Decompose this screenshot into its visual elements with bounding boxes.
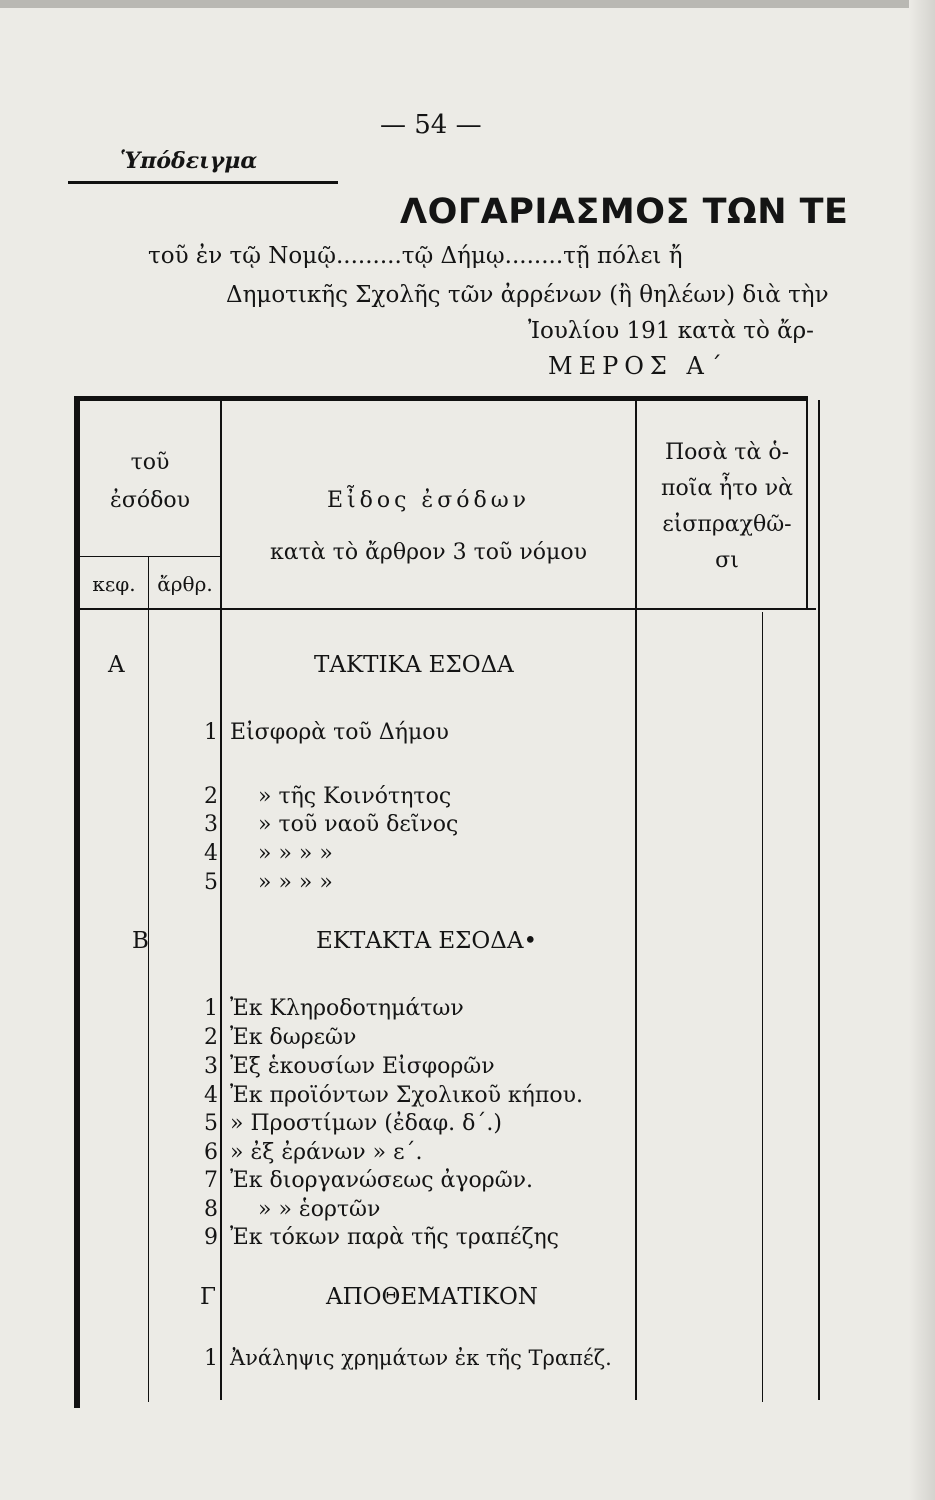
table-row-number: 6 [204, 1140, 218, 1165]
header-line-1: τοῦ ἐν τῷ Νομῷ.........τῷ Δήμῳ........τῇ πόλει ἤ [148, 243, 683, 269]
table-top-rule [78, 396, 808, 401]
table-row-text: Ἐκ δωρεῶν [230, 1025, 357, 1050]
table-row-text: » ἐξ ἐράνων » ε΄. [230, 1140, 423, 1165]
header-col2-line2: κατὰ τὸ ἄρθρον 3 τοῦ νόμου [270, 540, 587, 565]
header-bottom-rule [80, 608, 816, 610]
table-row-number: 2 [204, 784, 218, 809]
header-col3-line3: εἰσπραχθῶ- [662, 512, 792, 537]
header-split-rule [80, 556, 220, 557]
header-line-3: Ἰουλίου 191 κατὰ τὸ ἄρ- [528, 318, 814, 344]
page-number: — 54 — [380, 110, 482, 140]
table-row-number: 1 [204, 1346, 218, 1371]
table-row-text: Ἐκ Κληροδοτημάτων [230, 996, 464, 1021]
document-title: ΛΟΓΑΡΙΑΣΜΟΣ ΤΩΝ ΤΕ [400, 192, 849, 232]
page-right-edge [909, 0, 935, 1500]
page-top-edge [0, 0, 935, 8]
table-row-number: 8 [204, 1197, 218, 1222]
table-row-text: Ἀνάληψις χρημάτων ἐκ τῆς Τραπέζ. [230, 1346, 612, 1370]
header-col2-line1: Εἶδος ἐσόδων [326, 488, 531, 513]
example-underline [68, 181, 338, 184]
table-row-text: Ἐξ ἑκουσίων Εἰσφορῶν [230, 1054, 495, 1079]
table-row-number: 3 [204, 1054, 218, 1079]
header-col1-line2: ἐσόδου [110, 488, 190, 513]
table-row-number: 3 [204, 812, 218, 837]
header-col3-line1: Ποσὰ τὰ ὁ- [665, 440, 789, 465]
header-col3-line4: σι [715, 548, 739, 573]
table-row-text: Ἐκ τόκων παρὰ τῆς τραπέζης [230, 1225, 559, 1250]
column-divider-kef [148, 612, 149, 1402]
header-arthr: ἄρθρ. [157, 572, 213, 596]
section-c-letter: Γ [200, 1284, 216, 1310]
example-label: Ὑπόδειγμα [120, 148, 258, 174]
table-row-text: » » » » [258, 841, 333, 866]
table-row-number: 7 [204, 1168, 218, 1193]
table-row-text: » » » » [258, 870, 333, 895]
table-row-text: » Προστίμων (ἐδαφ. δ΄.) [230, 1111, 502, 1136]
header-kef: κεφ. [92, 572, 136, 596]
header-col3-line2: ποῖα ἦτο νὰ [661, 476, 793, 501]
table-row-text: » τῆς Κοινότητος [258, 784, 452, 809]
table-row-number: 5 [204, 870, 218, 895]
header-line-2: Δημοτικῆς Σχολῆς τῶν ἀρρένων (ἢ θηλέων) διὰ τὴν [226, 282, 829, 308]
table-row-text: Εἰσφορὰ τοῦ Δήμου [230, 720, 449, 745]
header-kef-divider [148, 556, 149, 612]
section-c-title: ΑΠΟΘΕΜΑΤΙΚΟΝ [326, 1284, 538, 1310]
table-row-number: 1 [204, 996, 218, 1021]
table-row-number: 1 [204, 720, 218, 745]
table-left-rule [74, 396, 80, 1408]
header-col1-line1: τοῦ [130, 450, 170, 475]
table-right-rule [806, 396, 808, 610]
table-outer-right-rule [818, 400, 820, 1400]
table-row-number: 9 [204, 1225, 218, 1250]
table-row-number: 2 [204, 1025, 218, 1050]
table-row-number: 4 [204, 1083, 218, 1108]
table-row-text: Ἐκ προϊόντων Σχολικοῦ κήπου. [230, 1083, 583, 1108]
section-b-letter: Β [132, 928, 149, 954]
column-divider-amount [762, 612, 763, 1402]
section-b-title: ΕΚΤΑΚΤΑ ΕΣΟΔΑ• [316, 928, 538, 954]
table-row-text: » τοῦ ναοῦ δεῖνος [258, 812, 459, 837]
table-row-number: 4 [204, 841, 218, 866]
section-a-title: ΤΑΚΤΙΚΑ ΕΣΟΔΑ [314, 652, 514, 678]
part-label: ΜΕΡΟΣ Α΄ [548, 352, 728, 380]
table-row-text: Ἐκ διοργανώσεως ἀγορῶν. [230, 1168, 534, 1193]
table-row-number: 5 [204, 1111, 218, 1136]
table-row-text: » » ἑορτῶν [258, 1197, 381, 1222]
section-a-letter: Α [108, 652, 125, 678]
